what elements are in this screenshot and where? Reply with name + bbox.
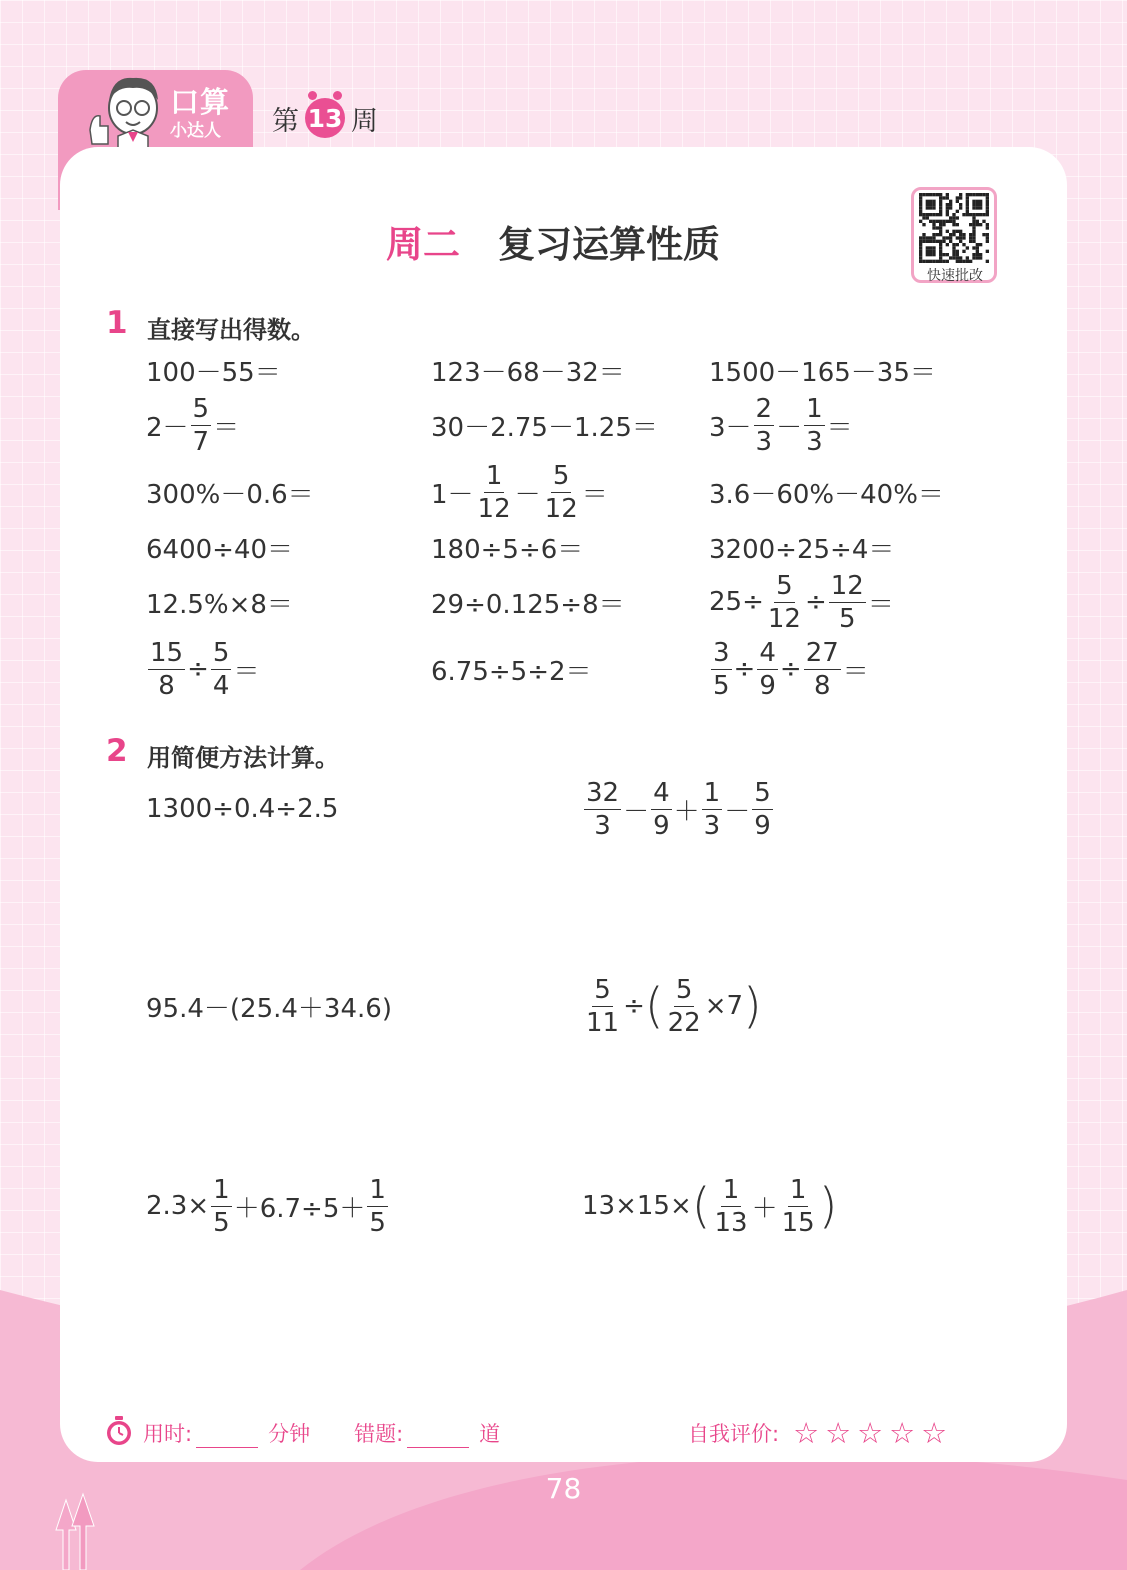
fraction	[211, 637, 232, 701]
week-suffix: 周	[351, 105, 378, 137]
exercise-f1	[146, 639, 259, 699]
fraction	[148, 637, 185, 701]
expression-text: ＋6.7÷5＋	[233, 1193, 366, 1224]
exercise-d3	[709, 517, 894, 577]
errors-label: 错题:	[354, 1422, 404, 1446]
denominator: 15	[781, 1207, 815, 1238]
expression-text: ÷	[187, 654, 209, 684]
expression-text: 3－	[709, 412, 752, 443]
expression-text: 6.75÷5÷2＝	[431, 656, 592, 687]
expression-text: ×7	[704, 991, 744, 1021]
errors-blank[interactable]	[407, 1426, 469, 1448]
fraction	[584, 974, 621, 1038]
denominator: 9	[759, 670, 776, 701]
fraction	[754, 393, 775, 457]
numerator: 1	[806, 393, 823, 424]
expression-text: 12.5%×8＝	[146, 589, 293, 620]
numerator: 27	[805, 637, 839, 668]
denominator: 12	[544, 493, 578, 524]
denominator: 11	[586, 1007, 620, 1038]
problem-3	[146, 976, 392, 1036]
expression-text: 300%－0.6＝	[146, 479, 314, 510]
fraction	[757, 637, 778, 701]
exercise-b3	[709, 395, 853, 455]
numerator: 15	[150, 637, 184, 668]
exercise-a2	[431, 340, 625, 400]
fraction	[702, 777, 723, 841]
numerator: 1	[369, 1174, 386, 1205]
denominator: 5	[839, 603, 856, 634]
denominator: 3	[703, 810, 721, 841]
numerator: 1	[703, 777, 721, 808]
denominator: 3	[806, 426, 823, 457]
exercise-e2	[431, 572, 625, 632]
self-eval-label: 自我评价:	[688, 1422, 780, 1446]
numerator: 2	[755, 393, 773, 424]
denominator: 13	[714, 1207, 748, 1238]
denominator: 8	[158, 670, 175, 701]
exercise-f2	[431, 639, 592, 699]
expression-text: 2.3×	[146, 1191, 210, 1221]
fraction	[666, 974, 703, 1038]
fraction	[543, 460, 580, 524]
denominator: 5	[213, 1207, 230, 1238]
expression-text: 6400÷40＝	[146, 534, 294, 565]
stopwatch-icon	[104, 1415, 134, 1447]
numerator: 5	[552, 460, 570, 491]
expression-text: 95.4－(25.4＋34.6)	[146, 993, 392, 1024]
expression-text: ＝	[233, 656, 260, 687]
expression-text: －	[776, 412, 803, 443]
fraction	[780, 1174, 817, 1238]
fraction	[712, 1174, 749, 1238]
parenthesis: )	[743, 978, 762, 1034]
denominator: 12	[477, 493, 511, 524]
fraction	[711, 637, 732, 701]
exercise-b1	[146, 395, 239, 455]
numerator: 5	[594, 974, 611, 1005]
exercise-c2	[431, 462, 608, 522]
tab-subtitle: 小达人	[170, 121, 221, 141]
expression-text: －	[623, 796, 650, 827]
expression-text: ÷	[804, 587, 827, 617]
numerator: 1	[789, 1174, 807, 1205]
denominator: 7	[192, 426, 210, 457]
numerator: 5	[675, 974, 693, 1005]
page-title-topic: 复习运算性质	[498, 223, 720, 266]
fraction	[191, 393, 212, 457]
expression-text: 2－	[146, 412, 189, 443]
section-2-title: 用简便方法计算。	[147, 744, 339, 772]
time-unit: 分钟	[268, 1422, 311, 1446]
expression-text: 3.6－60%－40%＝	[709, 479, 944, 510]
exercise-d1	[146, 517, 293, 577]
numerator: 1	[485, 460, 503, 491]
time-blank[interactable]	[196, 1426, 258, 1448]
qr-code-icon[interactable]	[917, 193, 991, 263]
section-2-number: 2	[106, 733, 128, 769]
expression-text: 1－	[431, 479, 474, 510]
denominator: 3	[594, 810, 611, 841]
exercise-c1	[146, 462, 314, 522]
page-title-day: 周二	[386, 223, 460, 266]
page-title	[386, 214, 720, 268]
denominator: 8	[813, 670, 831, 701]
week-indicator	[272, 98, 378, 138]
exercise-f3	[709, 639, 869, 699]
problem-4	[582, 976, 762, 1036]
fraction	[752, 777, 773, 841]
expression-text: 13×15×	[582, 1191, 692, 1221]
exercise-d2	[431, 517, 583, 577]
numerator: 4	[759, 637, 776, 668]
exercise-c3	[709, 462, 944, 522]
expression-text: 30－2.75－1.25＝	[431, 412, 658, 443]
numerator: 3	[713, 637, 730, 668]
fraction	[804, 393, 825, 457]
section-1-title: 直接写出得数。	[147, 316, 315, 344]
expression-text: ＝	[867, 589, 894, 620]
expression-text: 1500－165－35＝	[709, 357, 936, 388]
expression-text: ÷	[623, 991, 645, 1021]
expression-text: 180÷5÷6＝	[431, 534, 584, 565]
expression-text: ＝	[581, 479, 608, 510]
expression-text: 25÷	[709, 587, 764, 617]
fraction	[766, 570, 803, 634]
page-number: 78	[545, 1472, 582, 1505]
exercise-a3	[709, 340, 936, 400]
parenthesis: )	[818, 1178, 838, 1234]
problem-6	[582, 1176, 837, 1236]
errors-unit: 道	[479, 1422, 501, 1446]
expression-text: ＝	[826, 412, 853, 443]
problem-1	[146, 779, 338, 839]
numerator: 5	[776, 570, 793, 601]
rating-stars[interactable]: ☆☆☆☆☆	[793, 1415, 954, 1450]
denominator: 9	[754, 810, 771, 841]
expression-text: ÷	[779, 654, 802, 684]
numerator: 5	[192, 393, 210, 424]
denominator: 4	[212, 670, 230, 701]
expression-text: ＋	[751, 1193, 778, 1224]
fraction	[584, 777, 621, 841]
self-evaluation	[688, 1415, 954, 1450]
numerator: 1	[722, 1174, 740, 1205]
expression-text: ÷	[733, 654, 756, 684]
arrow-decoration-icon	[52, 1490, 102, 1570]
fraction	[476, 460, 513, 524]
denominator: 22	[667, 1007, 701, 1038]
expression-text: －	[514, 479, 541, 510]
exercise-a1	[146, 340, 281, 400]
numerator: 12	[830, 570, 864, 601]
fraction	[804, 637, 841, 701]
numerator: 1	[213, 1174, 230, 1205]
footer-record	[143, 1418, 500, 1448]
parenthesis: (	[691, 1178, 711, 1234]
expression-text: ＝	[842, 656, 869, 687]
qr-code-label: 快速批改	[927, 268, 983, 284]
tab-title: 口算	[170, 85, 231, 119]
numerator: 4	[653, 777, 670, 808]
problem-2	[582, 779, 775, 839]
numerator: 32	[586, 777, 620, 808]
time-label: 用时:	[143, 1422, 193, 1446]
fraction	[367, 1174, 388, 1238]
expression-text: ＋	[673, 796, 700, 827]
mascot-boy-icon	[78, 70, 178, 150]
denominator: 9	[653, 810, 670, 841]
numerator: 5	[754, 777, 771, 808]
numerator: 5	[212, 637, 230, 668]
fraction	[211, 1174, 232, 1238]
exercise-b2	[431, 395, 658, 455]
expression-text: －	[724, 796, 751, 827]
expression-text: 3200÷25÷4＝	[709, 534, 895, 565]
expression-text: 29÷0.125÷8＝	[431, 589, 625, 620]
expression-text: 100－55＝	[146, 357, 281, 388]
parenthesis: (	[644, 978, 664, 1034]
fraction	[651, 777, 672, 841]
expression-text: ＝	[213, 412, 240, 443]
expression-text: 123－68－32＝	[431, 357, 625, 388]
week-number-badge: 13	[305, 98, 345, 138]
denominator: 5	[369, 1207, 386, 1238]
fraction	[829, 570, 866, 634]
week-prefix: 第	[272, 105, 299, 137]
exercise-e1	[146, 572, 293, 632]
problem-5	[146, 1176, 390, 1236]
denominator: 5	[713, 670, 730, 701]
expression-text: 1300÷0.4÷2.5	[146, 794, 339, 824]
denominator: 3	[755, 426, 773, 457]
section-1-number: 1	[106, 305, 128, 341]
denominator: 12	[767, 603, 801, 634]
exercise-e3	[709, 572, 894, 632]
